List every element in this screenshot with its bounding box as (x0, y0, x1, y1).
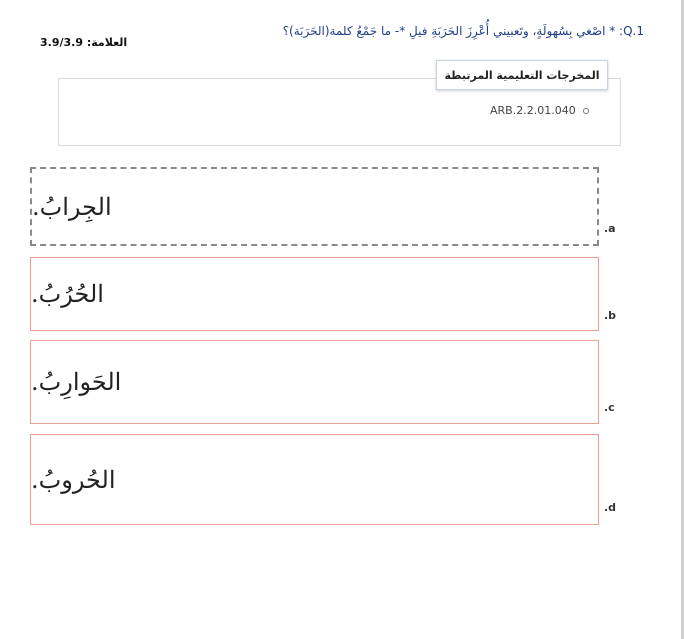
score-value: 3.9/3.9 (40, 36, 83, 49)
score-label: العلامة: (86, 36, 128, 49)
bullet-icon (583, 108, 589, 114)
score-display (40, 36, 130, 49)
answer-option-a[interactable] (30, 167, 599, 246)
option-text: الجِرابُ. (32, 192, 112, 221)
question-text: Q.1: * اصْغي بِسُهولَةٍ، وتَعبيني أُعْرِزَ الحَرَبَةِ فيلِ *- ما جَمْعُ كلمة(الحَرَبَة)؟ (282, 24, 644, 38)
option-text: الحُروبُ. (31, 465, 116, 494)
answer-option-b[interactable] (30, 257, 599, 331)
option-letter-c: .c (604, 401, 615, 414)
option-letter-b: .b (604, 309, 617, 322)
learning-outcome-code: ARB.2.2.01.040 (490, 104, 576, 117)
answer-option-c[interactable] (30, 340, 599, 424)
option-text: الحَوارِبُ. (31, 368, 122, 396)
option-letter-a: .a (604, 222, 616, 235)
option-letter-d: .d (604, 501, 617, 514)
learning-outcome-item (490, 104, 589, 117)
option-text: الحُرُبُ. (31, 280, 104, 308)
answer-option-d[interactable] (30, 434, 599, 525)
learning-outcomes-tab[interactable]: المخرجات التعليمية المرتبطة (436, 60, 608, 90)
